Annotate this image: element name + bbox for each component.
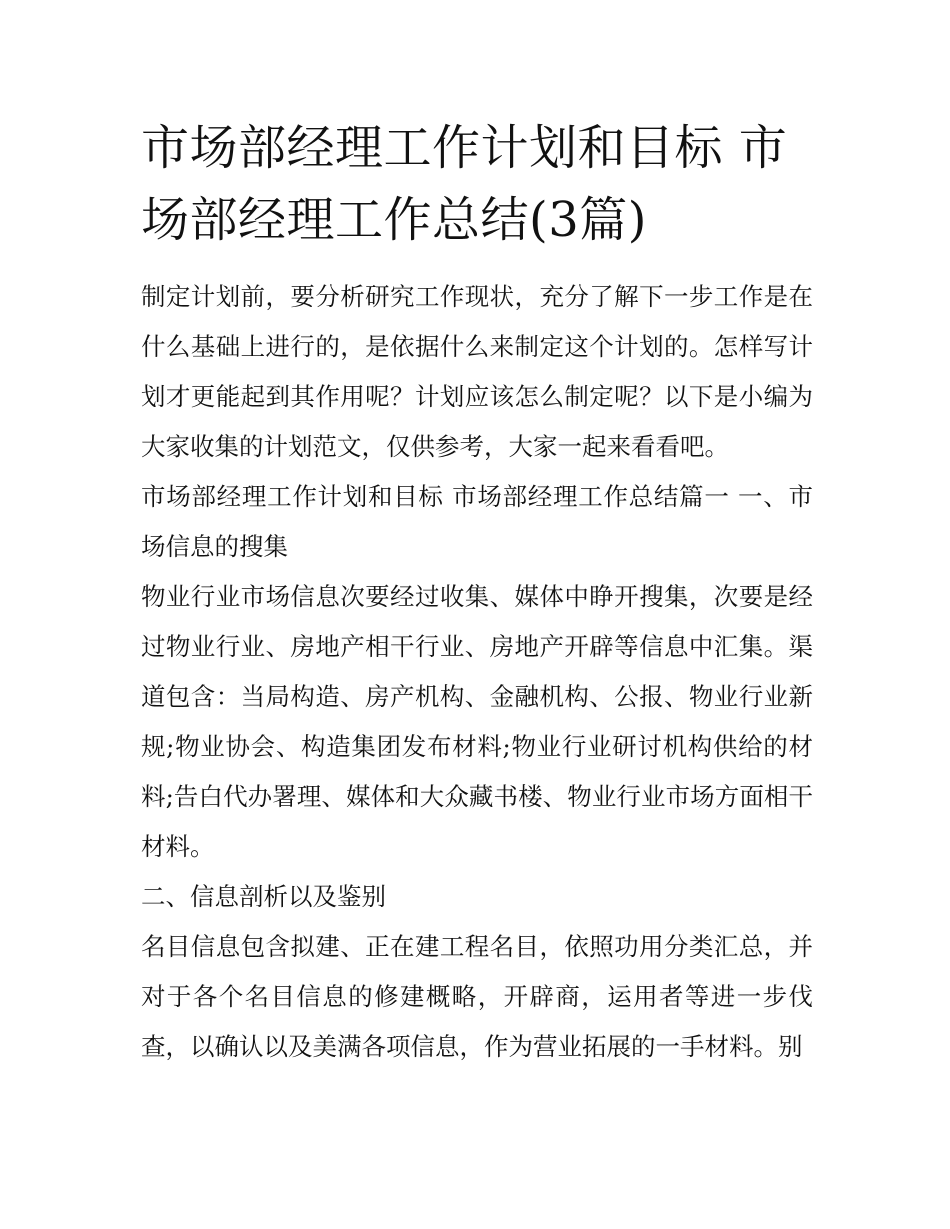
document-body [141,112,813,1072]
paragraph-section-heading-1: 市场部经理工作计划和目标 市场部经理工作总结篇一 一、市场信息的搜集 [141,482,813,561]
paragraph-section-heading-2: 二、信息剖析以及鉴别 [141,882,386,911]
paragraph-intro: 制定计划前，要分析研究工作现状，充分了解下一步工作是在什么基础上进行的，是依据什么来制定这个计划的。怎样写计划才更能起到其作用呢？计划应该怎么制定呢？以下是小编为大家收集的计划范文，仅供参考，大家一起来看看吧。 [141,282,813,461]
paragraph-project-info: 名目信息包含拟建、正在建工程名目，依照功用分类汇总，并对于各个名目信息的修建概略，开辟商，运用者等进一步伐查，以确认以及美满各项信息，作为营业拓展的一手材料。别 [141,932,813,1061]
document-title: 市场部经理工作计划和目标 市场部经理工作总结(3篇) [141,120,788,248]
paragraph-market-info: 物业行业市场信息次要经过收集、媒体中睁开搜集，次要是经过物业行业、房地产相干行业、房地产开辟等信息中汇集。渠道包含：当局构造、房产机构、金融机构、公报、物业行业新规;物业协会、构造集团发布材料;物业行业研讨机构供给的材料;告白代办署理、媒体和大众藏书楼、物业行业市场方面相干材料。 [141,582,813,861]
